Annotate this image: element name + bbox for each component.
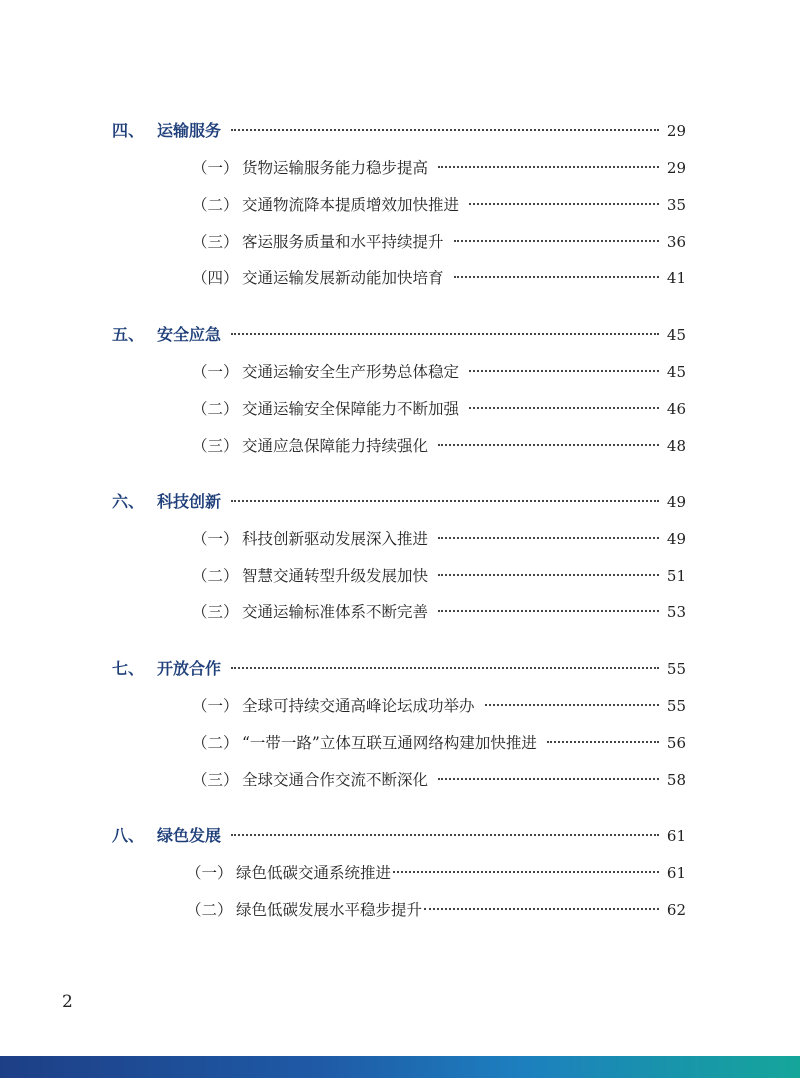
entry-number: （三）: [192, 233, 239, 251]
entry-title: 智慧交通转型升级发展加快: [242, 567, 429, 585]
toc-section-5[interactable]: [112, 323, 686, 347]
entry-number: （一）: [192, 530, 239, 548]
entry-page: 35: [666, 196, 686, 214]
entry-title: 科技创新驱动发展深入推进: [242, 530, 429, 548]
dot-leader: [231, 667, 659, 669]
entry-page: 62: [666, 901, 686, 919]
entry-title: 交通运输安全保障能力不断加强: [242, 400, 460, 418]
entry-page: 41: [666, 269, 686, 287]
dot-leader: [231, 333, 659, 335]
toc-section-6[interactable]: [112, 490, 686, 514]
entry-title: 客运服务质量和水平持续提升: [242, 233, 444, 251]
toc-section-8[interactable]: [112, 824, 686, 848]
dot-leader: [485, 704, 659, 706]
dot-leader: [438, 444, 659, 446]
entry-number: （二）: [192, 567, 239, 585]
entry-page: 46: [666, 400, 686, 418]
section-title: 运输服务: [157, 121, 222, 140]
toc-entry[interactable]: [192, 564, 686, 588]
section-number: 七、: [112, 659, 145, 678]
entry-number: （二）: [192, 734, 239, 752]
entry-number: （一）: [192, 697, 239, 715]
dot-leader: [438, 778, 659, 780]
entry-page: 29: [666, 159, 686, 177]
entry-page: 36: [666, 233, 686, 251]
toc-entry[interactable]: [192, 397, 686, 421]
dot-leader: [231, 834, 659, 836]
toc-entry[interactable]: [192, 266, 686, 290]
entry-number: （二）: [192, 196, 239, 214]
entry-number: （四）: [192, 269, 239, 287]
toc-entry[interactable]: [192, 731, 686, 755]
entry-title: 交通运输安全生产形势总体稳定: [242, 363, 460, 381]
toc-entry[interactable]: [192, 600, 686, 624]
section-title: 科技创新: [157, 492, 222, 511]
entry-number: （一）: [192, 363, 239, 381]
dot-leader: [231, 129, 659, 131]
entry-title: 全球交通合作交流不断深化: [242, 771, 429, 789]
entry-number: （二）: [186, 901, 233, 919]
entry-number: （一）: [192, 159, 239, 177]
dot-leader: [454, 240, 659, 242]
section-title: 绿色发展: [157, 826, 222, 845]
section-title: 安全应急: [157, 325, 222, 344]
entry-title: 交通应急保障能力持续强化: [242, 437, 429, 455]
entry-page: 45: [666, 363, 686, 381]
dot-leader: [393, 871, 659, 873]
dot-leader: [469, 407, 659, 409]
section-number: 六、: [112, 492, 145, 511]
entry-page: 53: [666, 603, 686, 621]
entry-number: （一）: [186, 864, 233, 882]
toc-entry[interactable]: [192, 360, 686, 384]
entry-title: 绿色低碳发展水平稳步提升: [236, 901, 423, 919]
dot-leader: [469, 370, 659, 372]
toc-section-7[interactable]: [112, 657, 686, 681]
entry-title: 全球可持续交通高峰论坛成功举办: [242, 697, 475, 715]
entry-number: （二）: [192, 400, 239, 418]
section-number: 四、: [112, 121, 145, 140]
section-page: 45: [666, 326, 686, 344]
dot-leader: [547, 741, 659, 743]
dot-leader: [424, 908, 659, 910]
section-page: 55: [666, 660, 686, 678]
entry-title: 货物运输服务能力稳步提高: [242, 159, 429, 177]
entry-page: 48: [666, 437, 686, 455]
dot-leader: [454, 276, 659, 278]
dot-leader: [469, 203, 659, 205]
entry-title: 交通运输标准体系不断完善: [242, 603, 429, 621]
entry-number: （三）: [192, 437, 239, 455]
footer-gradient-band: [0, 1056, 800, 1078]
toc-entry[interactable]: [192, 230, 686, 254]
entry-title: 交通物流降本提质增效加快推进: [242, 196, 460, 214]
dot-leader: [438, 574, 659, 576]
section-title: 开放合作: [157, 659, 222, 678]
toc-section-4[interactable]: [112, 119, 686, 143]
entry-title: “一带一路”立体互联互通网络构建加快推进: [242, 734, 537, 752]
section-number: 五、: [112, 325, 145, 344]
dot-leader: [231, 500, 659, 502]
entry-title: 交通运输发展新动能加快培育: [242, 269, 444, 287]
toc-entry[interactable]: [192, 768, 686, 792]
entry-page: 49: [666, 530, 686, 548]
entry-page: 55: [666, 697, 686, 715]
section-page: 29: [666, 122, 686, 140]
toc-entry[interactable]: [186, 898, 686, 922]
dot-leader: [438, 166, 659, 168]
toc-entry[interactable]: [192, 434, 686, 458]
entry-title: 绿色低碳交通系统推进: [236, 864, 392, 882]
entry-page: 58: [666, 771, 686, 789]
section-page: 61: [666, 827, 686, 845]
entry-page: 51: [666, 567, 686, 585]
toc-entry[interactable]: [192, 694, 686, 718]
toc-entry[interactable]: [192, 193, 686, 217]
section-page: 49: [666, 493, 686, 511]
toc-entry[interactable]: [192, 527, 686, 551]
toc-entry[interactable]: [192, 156, 686, 180]
entry-number: （三）: [192, 603, 239, 621]
entry-page: 61: [666, 864, 686, 882]
toc-entry[interactable]: [186, 861, 686, 885]
entry-number: （三）: [192, 771, 239, 789]
entry-page: 56: [666, 734, 686, 752]
dot-leader: [438, 537, 659, 539]
section-number: 八、: [112, 826, 145, 845]
dot-leader: [438, 610, 659, 612]
page-number: 2: [62, 992, 73, 1012]
